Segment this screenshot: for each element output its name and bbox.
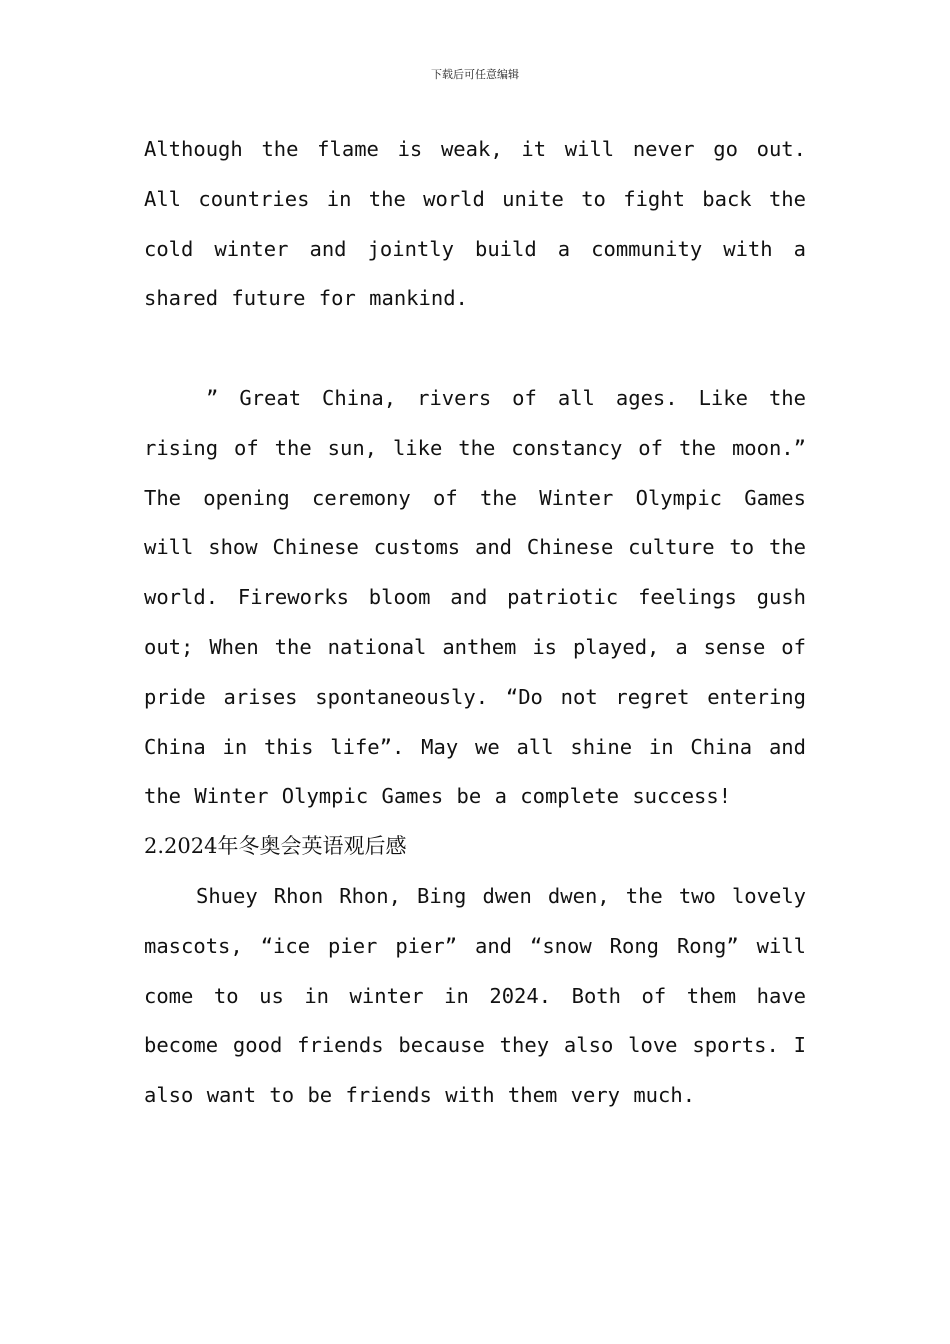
page-header: 下载后可任意编辑 bbox=[431, 68, 519, 81]
paragraph-mascots: Shuey Rhon Rhon, Bing dwen dwen, the two lovely mascots, “ice pier pier” and “snow Rong Rong” will come to us in winter in 2024. Both of them have become good friends because they also love sports. I also want to be friends with them very much. bbox=[144, 883, 806, 1108]
paragraph-great-china: ” Great China, rivers of all ages. Like the rising of the sun, like the constancy of the moon.” The opening ceremony of the Winter Olympic Games will show Chinese customs and Chinese culture to the world. Fireworks bloom and patriotic feelings gush out; When the national anthem is played, a sense of pride arises spontaneously. “Do not regret entering China in this life”. May we all shine in China and the Winter Olympic Games be a complete success! bbox=[144, 385, 806, 809]
document-body bbox=[144, 125, 806, 1121]
paragraph-flame: Although the flame is weak, it will never go out. All countries in the world unite to fight back the cold winter and jointly build a community with a shared future for mankind. bbox=[144, 137, 806, 311]
paragraph-spacer bbox=[144, 324, 806, 374]
section-heading: 2.2024年冬奥会英语观后感 bbox=[144, 834, 407, 859]
